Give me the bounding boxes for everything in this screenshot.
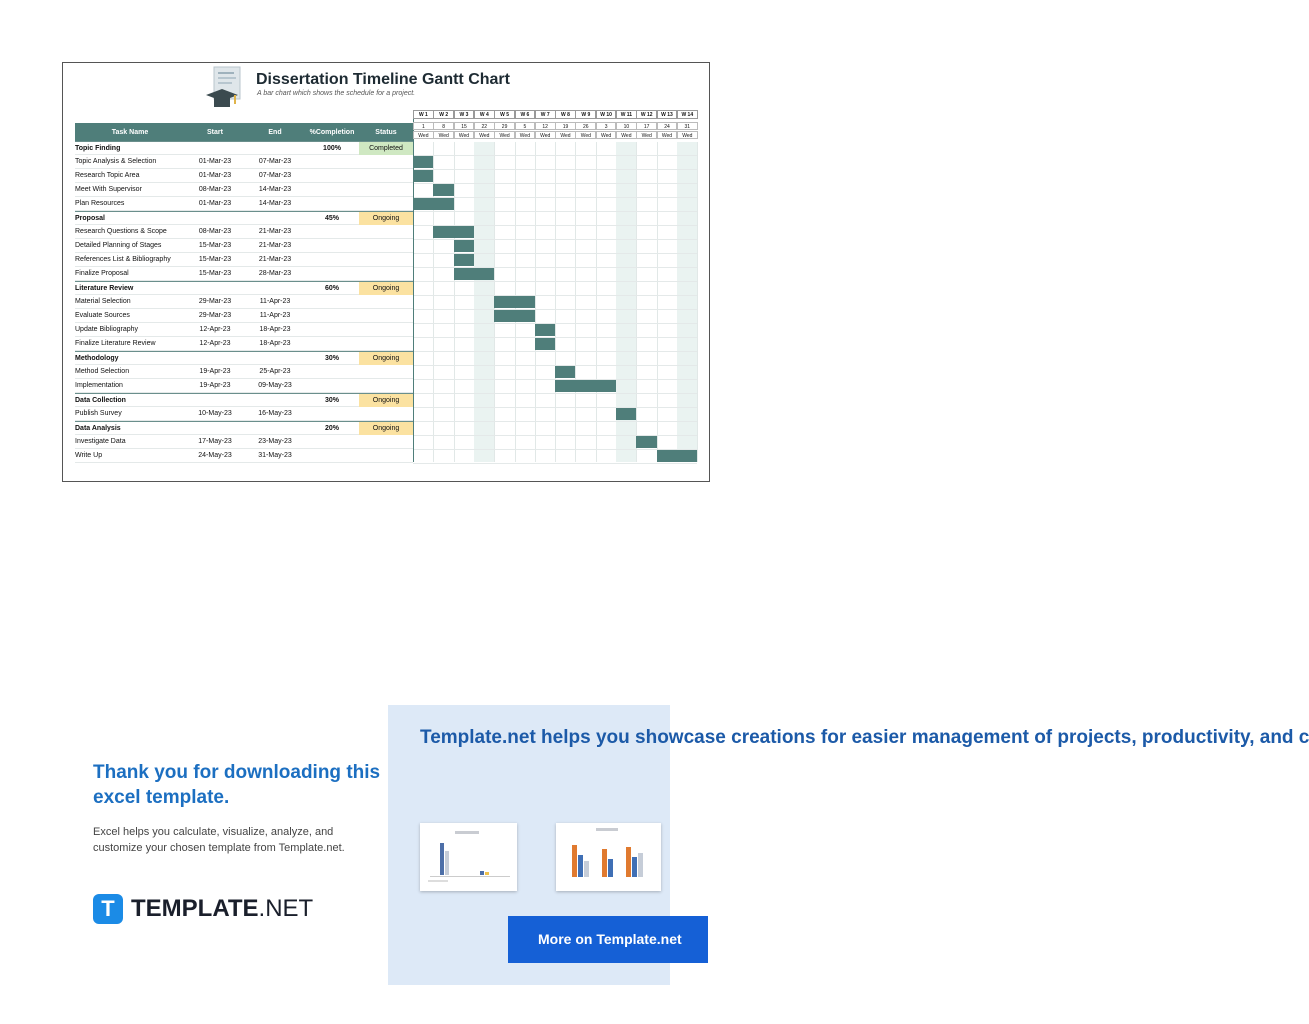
template-net-logo[interactable] — [93, 894, 313, 924]
week-day: Wed — [596, 131, 617, 139]
week-label: W 8 — [555, 110, 576, 119]
task-start: 01-Mar-23 — [198, 158, 232, 165]
week-day: Wed — [474, 131, 495, 139]
table-row — [75, 323, 413, 337]
column-chart-icon — [556, 823, 661, 891]
task-end: 18-Apr-23 — [259, 340, 291, 347]
table-row — [75, 407, 413, 421]
task-name: Investigate Data — [75, 438, 126, 445]
gantt-bar[interactable] — [454, 254, 474, 266]
gantt-bar[interactable] — [535, 338, 555, 350]
task-start: 12-Apr-23 — [199, 326, 231, 333]
status-badge — [359, 169, 413, 182]
table-row — [75, 379, 413, 393]
task-start: 24-May-23 — [198, 452, 232, 459]
week-day: Wed — [515, 131, 536, 139]
phase-row — [75, 141, 413, 155]
status-badge — [359, 337, 413, 350]
gantt-bar[interactable] — [555, 380, 616, 392]
task-name: Methodology — [75, 354, 119, 362]
gantt-bar[interactable] — [413, 170, 433, 182]
week-date: 29 — [494, 122, 515, 130]
table-row — [75, 295, 413, 309]
table-row — [75, 253, 413, 267]
task-name: Research Questions & Scope — [75, 228, 167, 235]
status-badge: Ongoing — [359, 422, 413, 435]
status-badge — [359, 435, 413, 448]
week-date: 31 — [677, 122, 698, 130]
table-row — [75, 365, 413, 379]
task-name: Finalize Literature Review — [75, 340, 156, 347]
week-day: Wed — [657, 131, 678, 139]
status-badge — [359, 239, 413, 252]
gantt-bar[interactable] — [433, 184, 453, 196]
gantt-bar[interactable] — [555, 366, 575, 378]
status-badge — [359, 197, 413, 210]
task-end: 14-Mar-23 — [258, 186, 292, 193]
task-start: 19-Apr-23 — [199, 382, 231, 389]
phase-row — [75, 351, 413, 365]
task-end: 09-May-23 — [258, 382, 292, 389]
gantt-bar[interactable] — [454, 240, 474, 252]
excel-chart-thumbnail — [420, 823, 517, 891]
task-start: 29-Mar-23 — [198, 298, 232, 305]
week-label: W 12 — [636, 110, 657, 119]
task-name: Evaluate Sources — [75, 312, 130, 319]
week-date: 22 — [474, 122, 495, 130]
week-date: 5 — [515, 122, 536, 130]
status-badge: Ongoing — [359, 212, 413, 225]
task-name: Write Up — [75, 452, 103, 459]
task-start: 12-Apr-23 — [199, 340, 231, 347]
task-start: 19-Apr-23 — [199, 368, 231, 375]
chart-subtitle: A bar chart which shows the schedule for a project. — [257, 90, 416, 97]
table-row — [75, 239, 413, 253]
week-label: W 4 — [474, 110, 495, 119]
task-completion: 20% — [324, 424, 339, 432]
logo-light: .NET — [258, 895, 314, 922]
task-table — [75, 123, 413, 463]
task-name: Publish Survey — [75, 410, 122, 417]
header-task-name[interactable]: Task Name — [111, 128, 149, 136]
column-chart-thumbnail — [556, 823, 661, 891]
week-day: Wed — [636, 131, 657, 139]
table-row — [75, 337, 413, 351]
task-completion: 60% — [324, 284, 339, 292]
task-name: Finalize Proposal — [75, 270, 129, 277]
task-start: 08-Mar-23 — [198, 186, 232, 193]
week-label: W 2 — [433, 110, 454, 119]
status-badge — [359, 449, 413, 462]
task-name: Detailed Planning of Stages — [75, 242, 162, 249]
week-day: Wed — [454, 131, 475, 139]
status-badge: Ongoing — [359, 394, 413, 407]
status-badge — [359, 183, 413, 196]
week-day: Wed — [616, 131, 637, 139]
thanks-title: Thank you for downloading this excel template. — [93, 762, 381, 808]
task-start: 29-Mar-23 — [198, 312, 232, 319]
status-badge — [359, 267, 413, 280]
status-badge — [359, 225, 413, 238]
gantt-bar[interactable] — [494, 296, 535, 308]
header-status[interactable]: Status — [375, 128, 397, 136]
gantt-row-line — [413, 463, 697, 464]
task-end: 07-Mar-23 — [258, 158, 292, 165]
status-badge: Ongoing — [359, 282, 413, 295]
task-name: Meet With Supervisor — [75, 186, 142, 193]
graduation-document-icon — [206, 67, 244, 109]
week-day: Wed — [575, 131, 596, 139]
task-name: Implementation — [75, 382, 123, 389]
week-day: Wed — [494, 131, 515, 139]
task-end: 21-Mar-23 — [258, 242, 292, 249]
task-end: 16-May-23 — [258, 410, 292, 417]
task-name: Data Collection — [75, 396, 126, 404]
task-name: Plan Resources — [75, 200, 125, 207]
week-day: Wed — [555, 131, 576, 139]
week-day: Wed — [535, 131, 556, 139]
thanks-body: Excel helps you calculate, visualize, analyze, and customize your chosen template from Template.net. — [93, 826, 345, 854]
week-label: W 1 — [413, 110, 434, 119]
week-label: W 10 — [596, 110, 617, 119]
task-end: 28-Mar-23 — [258, 270, 292, 277]
week-date: 24 — [657, 122, 678, 130]
chart-title: Dissertation Timeline Gantt Chart — [256, 71, 510, 88]
week-label: W 7 — [535, 110, 556, 119]
week-date: 17 — [636, 122, 657, 130]
task-start: 10-May-23 — [198, 410, 232, 417]
task-name: Method Selection — [75, 368, 130, 375]
table-row — [75, 183, 413, 197]
gantt-area — [413, 110, 698, 462]
table-row — [75, 309, 413, 323]
task-completion: 30% — [324, 396, 339, 404]
week-day: Wed — [433, 131, 454, 139]
week-label: W 13 — [657, 110, 678, 119]
status-badge — [359, 379, 413, 392]
status-badge — [359, 323, 413, 336]
task-name: Proposal — [75, 214, 105, 222]
week-date: 8 — [433, 122, 454, 130]
gantt-bar[interactable] — [494, 310, 535, 322]
logo-mark-icon: T — [93, 894, 123, 924]
phase-row — [75, 211, 413, 225]
week-label: W 9 — [575, 110, 596, 119]
promo-title: Template.net helps you showcase creations for easier management of projects, productivity, and c — [420, 727, 1309, 748]
week-date: 3 — [596, 122, 617, 130]
task-end: 07-Mar-23 — [258, 172, 292, 179]
header-end[interactable]: End — [268, 128, 282, 136]
table-row — [75, 197, 413, 211]
phase-row — [75, 421, 413, 435]
gantt-bar[interactable] — [413, 156, 433, 168]
task-end: 11-Apr-23 — [259, 312, 291, 319]
week-label: W 14 — [677, 110, 698, 119]
gantt-bar[interactable] — [454, 268, 495, 280]
gantt-bar[interactable] — [636, 436, 656, 448]
task-start: 01-Mar-23 — [198, 172, 232, 179]
task-end: 23-May-23 — [258, 438, 292, 445]
week-label: W 6 — [515, 110, 536, 119]
task-name: Update Bibliography — [75, 326, 139, 333]
status-badge — [359, 253, 413, 266]
week-date: 26 — [575, 122, 596, 130]
task-rows — [75, 141, 413, 463]
table-row — [75, 155, 413, 169]
task-start: 01-Mar-23 — [198, 200, 232, 207]
more-on-template-button[interactable]: More on Template.net — [508, 916, 708, 963]
week-label: W 11 — [616, 110, 637, 119]
gantt-bar[interactable] — [535, 324, 555, 336]
task-start: 08-Mar-23 — [198, 228, 232, 235]
week-date: 12 — [535, 122, 556, 130]
logo-bold: TEMPLATE — [131, 895, 259, 922]
table-row — [75, 169, 413, 183]
task-end: 14-Mar-23 — [258, 200, 292, 207]
status-badge — [359, 155, 413, 168]
table-row — [75, 225, 413, 239]
task-name: References List & Bibliography — [75, 256, 171, 263]
gantt-bar[interactable] — [433, 226, 474, 238]
task-completion: 45% — [324, 214, 339, 222]
task-end: 25-Apr-23 — [259, 368, 291, 375]
week-day: Wed — [677, 131, 698, 139]
task-end: 11-Apr-23 — [259, 298, 291, 305]
week-date: 1 — [413, 122, 434, 130]
task-name: Topic Finding — [75, 144, 121, 152]
phase-row — [75, 281, 413, 295]
table-row — [75, 267, 413, 281]
task-completion: 100% — [323, 144, 341, 152]
task-start: 15-Mar-23 — [198, 256, 232, 263]
table-header — [75, 123, 413, 141]
logo-wordmark — [131, 895, 313, 923]
task-start: 17-May-23 — [198, 438, 232, 445]
task-name: Research Topic Area — [75, 172, 140, 179]
status-badge — [359, 295, 413, 308]
week-day: Wed — [413, 131, 434, 139]
header-start[interactable]: Start — [207, 128, 223, 136]
task-name: Data Analysis — [75, 424, 121, 432]
task-end: 21-Mar-23 — [258, 228, 292, 235]
task-name: Topic Analysis & Selection — [75, 158, 157, 165]
status-badge — [359, 309, 413, 322]
task-end: 21-Mar-23 — [258, 256, 292, 263]
task-start: 15-Mar-23 — [198, 270, 232, 277]
promo-panel — [388, 705, 1309, 985]
status-badge — [359, 365, 413, 378]
task-name: Literature Review — [75, 284, 134, 292]
task-end: 31-May-23 — [258, 452, 292, 459]
table-row — [75, 435, 413, 449]
header-completion[interactable]: %Completion — [309, 128, 355, 136]
status-badge: Ongoing — [359, 352, 413, 365]
table-row — [75, 449, 413, 463]
task-start: 15-Mar-23 — [198, 242, 232, 249]
task-completion: 30% — [324, 354, 339, 362]
week-date: 10 — [616, 122, 637, 130]
week-date: 19 — [555, 122, 576, 130]
task-name: Material Selection — [75, 298, 131, 305]
status-badge: Completed — [359, 142, 413, 155]
week-label: W 3 — [454, 110, 475, 119]
bar-chart-icon — [420, 823, 517, 891]
gantt-bar[interactable] — [657, 450, 698, 462]
week-label: W 5 — [494, 110, 515, 119]
gantt-bar[interactable] — [413, 198, 454, 210]
task-end: 18-Apr-23 — [259, 326, 291, 333]
status-badge — [359, 407, 413, 420]
gantt-bar[interactable] — [616, 408, 636, 420]
week-date: 15 — [454, 122, 475, 130]
phase-row — [75, 393, 413, 407]
